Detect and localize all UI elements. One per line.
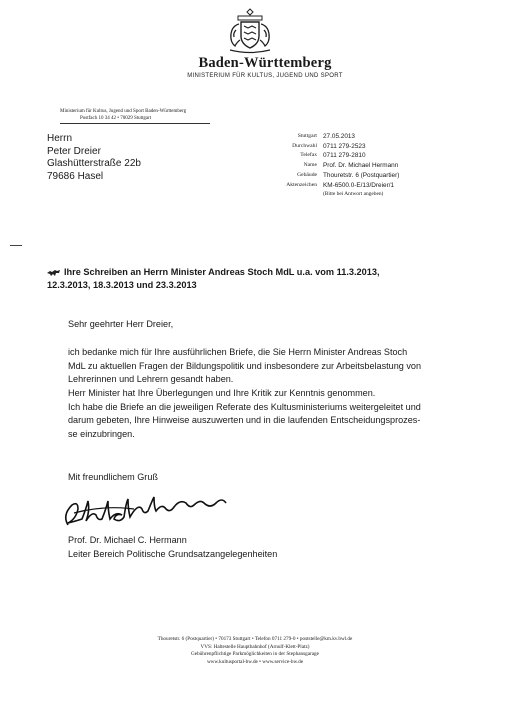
letter-greeting: Sehr geehrter Herr Dreier,	[68, 319, 174, 329]
letter-closing: Mit freundlichem Gruß	[68, 472, 158, 482]
letter-paragraph-2: Herr Minister hat Ihre Überlegungen und Ihre Kritik zur Kenntnis genommen. Ich habe die Briefe an die jeweiligen Referate des Kultusministeriums weitergeleitet und darum gebeten, Ihre Hinweise auszuwerten und in die laufenden Entscheidungsprozes- se einzubringen.	[68, 388, 421, 439]
recipient-address	[47, 133, 141, 183]
meta-row-building: Gebäude Thouretstr. 6 (Postquartier)	[297, 171, 400, 179]
subject-line-1: Ihre Schreiben an Herrn Minister Andreas Stoch MdL u.a. vom 11.3.2013,	[64, 267, 380, 277]
recipient-name: Peter Dreier	[47, 145, 101, 157]
meta-row-date: Stuttgart 27.05.2013	[297, 133, 355, 140]
handwritten-signature	[60, 495, 265, 533]
signatory-title: Leiter Bereich Politische Grundsatzangelegenheiten	[68, 548, 278, 559]
meta-row-phone: Durchwahl 0711 279-2523	[292, 142, 366, 150]
recipient-salutation: Herrn	[47, 133, 73, 144]
recipient-city: 79686 Hasel	[47, 170, 104, 182]
signatory-name: Prof. Dr. Michael C. Hermann	[68, 535, 187, 545]
recipient-street: Glashütterstraße 22b	[47, 158, 141, 170]
fold-mark	[10, 245, 22, 246]
meta-row-reference: Aktenzeichen KM-6500.0-E/13/Dreier/1	[286, 181, 395, 189]
letter-paragraph-1: ich bedanke mich für Ihre ausführlichen Briefe, die Sie Herrn Minister Andreas Stoch MdL zu aktuellen Fragen der Bildungspolitik und insbesondere zur Arbeitsbelastung von Lehrerinnen und Lehrern gesandt haben.	[68, 347, 422, 384]
signatory-block	[68, 534, 277, 561]
meta-reference-note: (Bitte bei Antwort angeben)	[323, 191, 384, 198]
sender-return-line: Ministerium für Kultus, Jugend und Sport Baden-Württemberg	[60, 109, 187, 114]
letterhead-ministry: MINISTERIUM FÜR KULTUS, JUGEND UND SPORT	[187, 73, 343, 79]
letter-footer: Thouretstr. 6 (Postquartier) • 70173 Stuttgart • Telefon 0711 279-0 • poststelle@km.kv.bwl.de VVS: Haltestelle Hauptbahnhof (Arnulf-Klett-Platz) Gebührenpflichtige Parkmöglichkeiten in der Stephansgarage www.kultusportal-bw.de • www.service-bw.de	[157, 636, 353, 665]
sender-divider	[60, 123, 210, 124]
meta-row-name: Name Prof. Dr. Michael Hermann	[303, 162, 399, 170]
lion-icon	[47, 269, 60, 276]
letter-subject	[47, 266, 477, 292]
letter-meta-block	[262, 132, 399, 200]
sender-return-address: Postfach 10 34 42 • 70029 Stuttgart	[80, 116, 152, 121]
subject-line-2: 12.3.2013, 18.3.2013 und 23.3.2013	[47, 280, 197, 290]
coat-of-arms-logo	[224, 6, 276, 54]
letterhead-title: Baden-Württemberg	[198, 55, 332, 71]
meta-row-fax: Telefax 0711 279-2810	[300, 152, 366, 160]
